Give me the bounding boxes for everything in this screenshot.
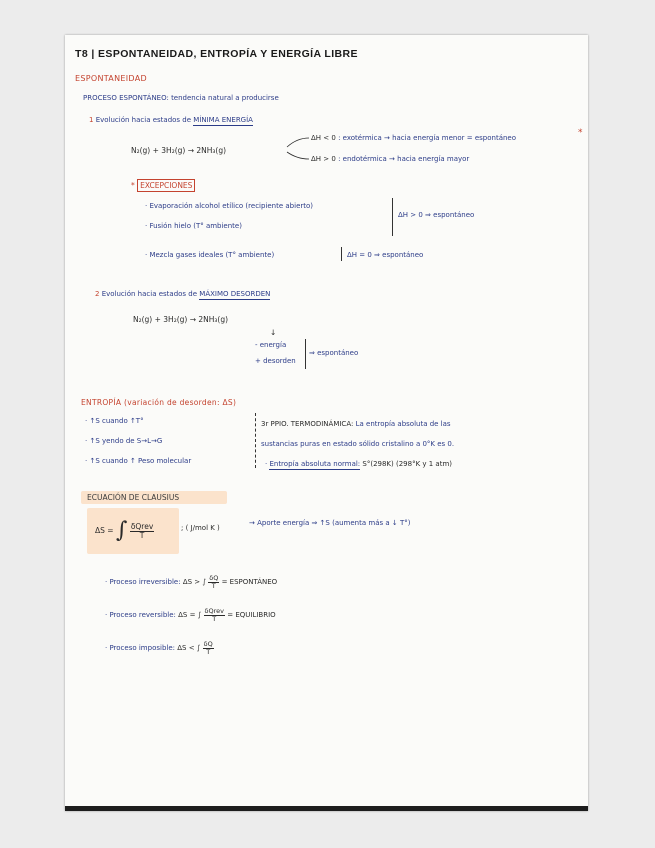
process-impossible-label: · Proceso imposible: — [105, 644, 175, 652]
clausius-note: → Aporte energía ⇒ ↑S (aumenta más a ↓ T°) — [249, 519, 411, 527]
process-irreversible-fraction — [208, 575, 219, 589]
process-reversible-num: δQrev — [204, 607, 225, 615]
branch-a-text: : exotérmica → hacia energía menor = espontáneo — [338, 134, 517, 142]
process-irreversible-num: δQ — [209, 574, 219, 582]
process-impossible-den: T — [206, 647, 211, 656]
entropy-bullet-1: · ↑S cuando ↑T° — [85, 417, 144, 425]
process-impossible-num: δQ — [203, 640, 213, 648]
normal-entropy-label: Entropía absoluta normal: — [269, 460, 361, 468]
exceptions-label-row — [131, 182, 195, 190]
process-reversible-fraction — [204, 608, 225, 622]
process-impossible-expr: ΔS < ∫ — [177, 644, 201, 652]
exception-item-2: · Fusión hielo (T° ambiente) — [145, 222, 242, 230]
clausius-integral: ∫ — [115, 518, 128, 543]
point-1-emphasis: MÍNIMA ENERGÍA — [193, 116, 253, 124]
process-reversible-label: · Proceso reversible: — [105, 611, 176, 619]
process-irreversible-result: = ESPONTÁNEO — [221, 578, 278, 586]
exceptions-label: EXCEPCIONES — [137, 179, 195, 192]
branch-a — [311, 135, 516, 142]
reaction-2: N₂(g) + 3H₂(g) → 2NH₃(g) — [133, 315, 229, 324]
exception-extra-item: · Mezcla gases ideales (T° ambiente) — [145, 251, 275, 259]
exceptions-star: * — [131, 181, 135, 190]
process-reversible-expr: ΔS = ∫ — [178, 611, 202, 619]
down-arrow: ↓ — [270, 328, 277, 337]
point-1-number: 1 — [89, 116, 94, 124]
third-law-title: 3r PPIO. TERMODINÁMICA: — [261, 420, 354, 428]
point-2-number: 2 — [95, 290, 100, 298]
branch-b — [311, 156, 469, 163]
reaction-1: N₂(g) + 3H₂(g) → 2NH₃(g) — [131, 146, 227, 155]
branch-b-text: : endotérmica → hacia energía mayor — [338, 155, 470, 163]
third-law-text-2: sustancias puras en estado sólido cristalino a 0°K es 0. — [261, 440, 455, 448]
normal-entropy-value: S°(298K) (298°K y 1 atm) — [362, 460, 453, 468]
process-irreversible-expr: ΔS > ∫ — [182, 578, 207, 586]
point-2-text: Evolución hacia estados de — [101, 290, 198, 298]
entropy-bullet-2: · ↑S yendo de S→L→G — [85, 437, 163, 445]
extra-bracket — [341, 247, 342, 261]
clausius-numerator: δQrev — [130, 522, 154, 531]
page-title: T8 | ESPONTANEIDAD, ENTROPÍA Y ENERGÍA LIBRE — [75, 48, 358, 60]
process-impossible — [105, 641, 214, 655]
process-irreversible-label: · Proceso irreversible: — [105, 578, 181, 586]
third-law-text-1: La entropía absoluta de las — [355, 420, 451, 428]
effect-disorder: + desorden — [255, 357, 296, 365]
normal-entropy-line: · Entropía absoluta normal: S°(298K) (298°K y 1 atm) — [265, 460, 453, 468]
exception-item-1: · Evaporación alcohol etílico (recipiente abierto) — [145, 202, 314, 210]
entropy-bullet-3: · ↑S cuando ↑ Peso molecular — [85, 457, 192, 465]
page-bottom-border — [65, 806, 588, 811]
clausius-units: ; ( J/mol K ) — [181, 524, 220, 532]
clausius-fraction — [130, 523, 154, 539]
effect-energy: - energía — [255, 341, 287, 349]
effects-bracket — [305, 339, 306, 369]
exceptions-group-result: ΔH > 0 ⇒ espontáneo — [398, 211, 475, 219]
section-heading-espontaneidad: ESPONTANEIDAD — [75, 74, 147, 83]
clausius-denominator: T — [139, 530, 145, 540]
notebook-page — [65, 35, 588, 811]
star-mark: * — [578, 128, 583, 138]
exceptions-bracket — [392, 198, 393, 236]
definition-text: PROCESO ESPONTÁNEO: tendencia natural a producirse — [83, 94, 279, 102]
third-law-line-1 — [261, 421, 451, 428]
section-heading-clausius: ECUACIÓN DE CLAUSIUS — [87, 493, 180, 502]
point-2-emphasis: MÁXIMO DESORDEN — [199, 290, 271, 298]
effects-result: ⇒ espontáneo — [309, 349, 359, 357]
clausius-formula — [95, 520, 154, 542]
branch-a-cond: ΔH < 0 — [311, 134, 336, 142]
clausius-lhs: ΔS = — [95, 526, 114, 535]
point-1-text: Evolución hacia estados de — [95, 116, 192, 124]
process-impossible-fraction — [203, 641, 214, 655]
process-reversible-den: T — [212, 614, 217, 623]
branch-b-cond: ΔH > 0 — [311, 155, 336, 163]
process-reversible — [105, 608, 276, 622]
process-irreversible — [105, 575, 277, 589]
process-irreversible-den: T — [211, 581, 216, 590]
point-2-line — [95, 291, 270, 298]
process-reversible-result: = EQUILIBRIO — [227, 611, 276, 619]
section-heading-entropia: ENTROPÍA (variación de desorden: ΔS) — [81, 398, 237, 407]
exception-extra-result: ΔH = 0 ⇒ espontáneo — [347, 251, 424, 259]
entropy-divider — [255, 413, 256, 468]
